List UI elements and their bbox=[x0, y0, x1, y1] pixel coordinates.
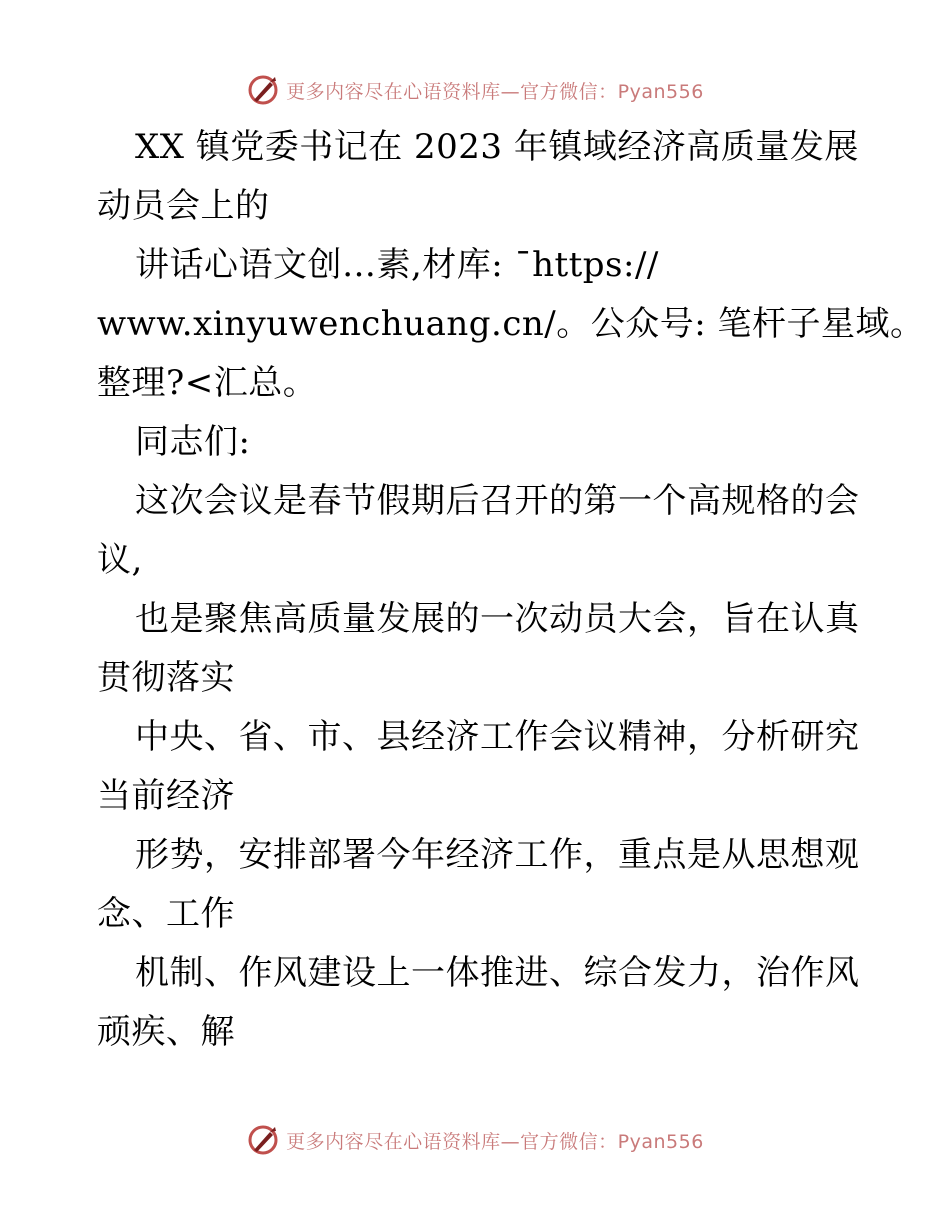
text-line: XX 镇党委书记在 2023 年镇域经济高质量发展 bbox=[135, 127, 859, 167]
text-line: 议, bbox=[97, 540, 143, 580]
text-line: 这次会议是春节假期后召开的第一个高规格的会 bbox=[135, 481, 860, 521]
text-line: 形势，安排部署今年经济工作，重点是从思想观 bbox=[135, 835, 860, 875]
watermark-text: 更多内容尽在心语资料库—官方微信：Pyan556 bbox=[286, 1130, 704, 1153]
quill-pen-circle-icon bbox=[246, 1123, 280, 1157]
text-line: 也是聚焦高质量发展的一次动员大会，旨在认真 bbox=[135, 599, 860, 639]
footer-watermark bbox=[0, 1120, 950, 1160]
text-line: 动员会上的 bbox=[97, 186, 270, 226]
text-line: 机制、作风建设上一体推进、综合发力，治作风 bbox=[135, 953, 860, 993]
quill-pen-circle-icon bbox=[246, 73, 280, 107]
text-line: www.xinyuwenchuang.cn/。公众号: 笔杆子星域。 bbox=[97, 304, 925, 344]
text-line: 整理?<汇总。 bbox=[97, 363, 318, 403]
watermark-text: 更多内容尽在心语资料库—官方微信：Pyan556 bbox=[286, 80, 704, 103]
salutation: 同志们: bbox=[135, 422, 251, 462]
header-watermark bbox=[0, 70, 950, 110]
text-line: 讲话心语文创…素,材库: ¯https:// bbox=[135, 245, 659, 285]
text-line: 贯彻落实 bbox=[97, 658, 235, 698]
text-line: 念、工作 bbox=[97, 894, 235, 934]
text-line: 当前经济 bbox=[97, 776, 235, 816]
document-body bbox=[97, 118, 925, 1062]
text-line: 中央、省、市、县经济工作会议精神，分析研究 bbox=[135, 717, 860, 757]
text-line: 顽疾、解 bbox=[97, 1012, 235, 1052]
